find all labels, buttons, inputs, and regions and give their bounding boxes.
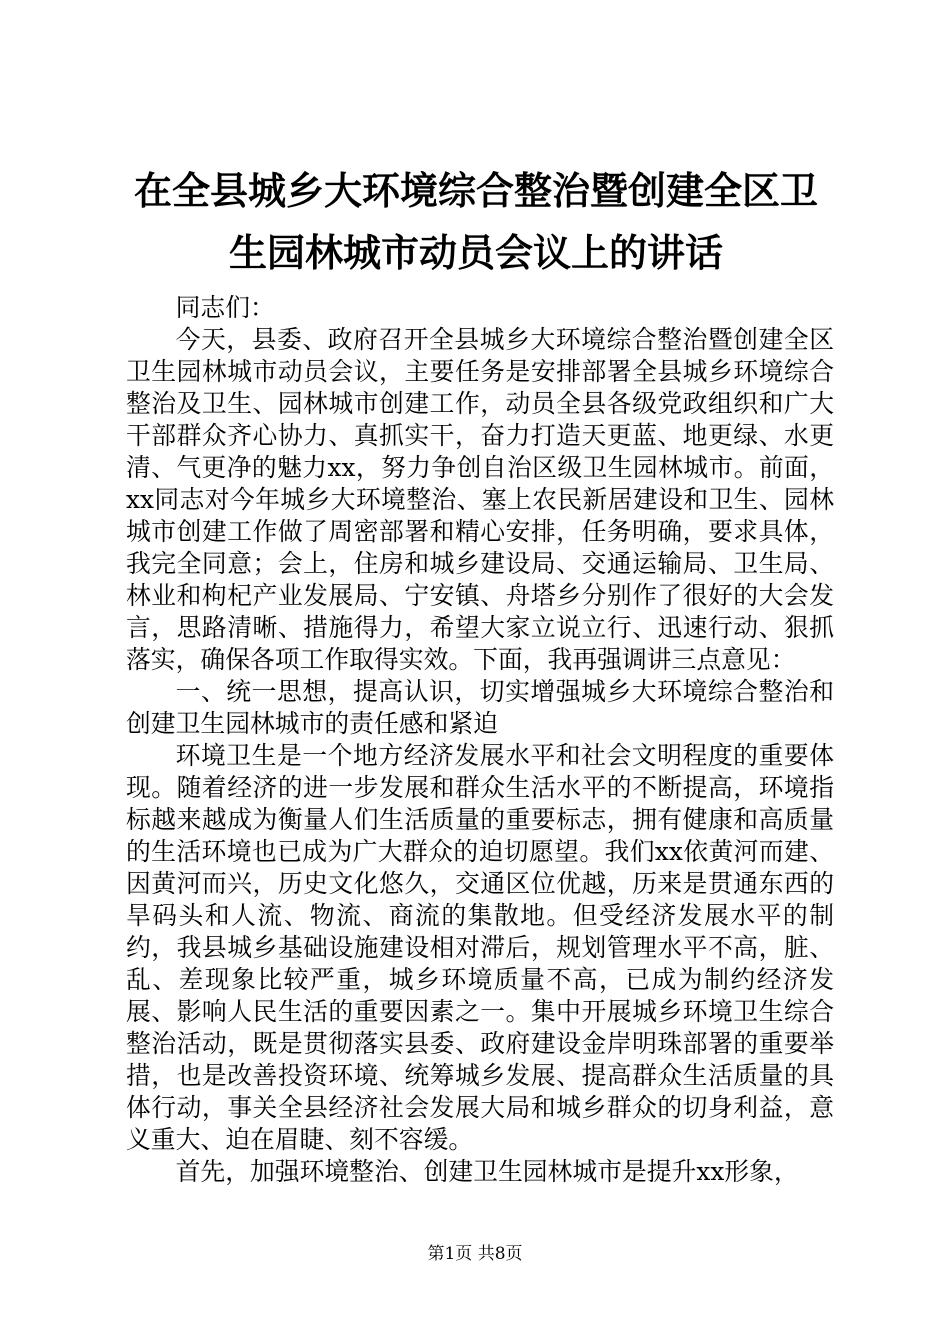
section-heading-1: 一、统一思想，提高认识，切实增强城乡大环境综合整治和创建卫生园林城市的责任感和紧迫 [126,677,834,738]
document-body [126,292,834,1188]
paragraph-environment: 环境卫生是一个地方经济发展水平和社会文明程度的重要体现。随着经济的进一步发展和群众生活水平的不断提高，环境指标越来越成为衡量人们生活质量的重要标志，拥有健康和高质量的生活环境也已成为广大群众的迫切愿望。我们xx依黄河而建、因黄河而兴，历史文化悠久，交通区位优越，历来是贯通东西的旱码头和人流、物流、商流的集散地。但受经济发展水平的制约，我县城乡基础设施建设相对滞后，规划管理水平不高，脏、乱、差现象比较严重，城乡环境质量不高，已成为制约经济发展、影响人民生活的重要因素之一。集中开展城乡环境卫生综合整治活动，既是贯彻落实县委、政府建设金岸明珠部署的重要举措，也是改善投资环境、统筹城乡发展、提高群众生活质量的具体行动，事关全县经济社会发展大局和城乡群众的切身利益，意义重大、迫在眉睫、刻不容缓。 [126,741,834,1154]
page-number-footer: 第1页 共8页 [427,1244,523,1264]
document-title: 在全县城乡大环境综合整治暨创建全区卫生园林城市动员会议上的讲话 [133,169,818,275]
salutation: 同志们： [175,293,275,322]
paragraph-intro: 今天，县委、政府召开全县城乡大环境综合整治暨创建全区卫生园林城市动员会议，主要任务是安排部署全县城乡环境综合整治及卫生、园林城市创建工作，动员全县各级党政组织和广大干部群众齐心协力、真抓实干，奋力打造天更蓝、地更绿、水更清、气更净的魅力xx，努力争创自治区级卫生园林城市。前面，xx同志对今年城乡大环境整治、塞上农民新居建设和卫生、园林城市创建工作做了周密部署和精心安排，任务明确，要求具体，我完全同意；会上，住房和城乡建设局、交通运输局、卫生局、林业和枸杞产业发展局、宁安镇、舟塔乡分别作了很好的大会发言，思路清晰、措施得力，希望大家立说立行、迅速行动、狠抓落实，确保各项工作取得实效。下面，我再强调讲三点意见： [126,325,834,674]
paragraph-first-point: 首先，加强环境整治、创建卫生园林城市是提升xx形象， [175,1157,799,1186]
